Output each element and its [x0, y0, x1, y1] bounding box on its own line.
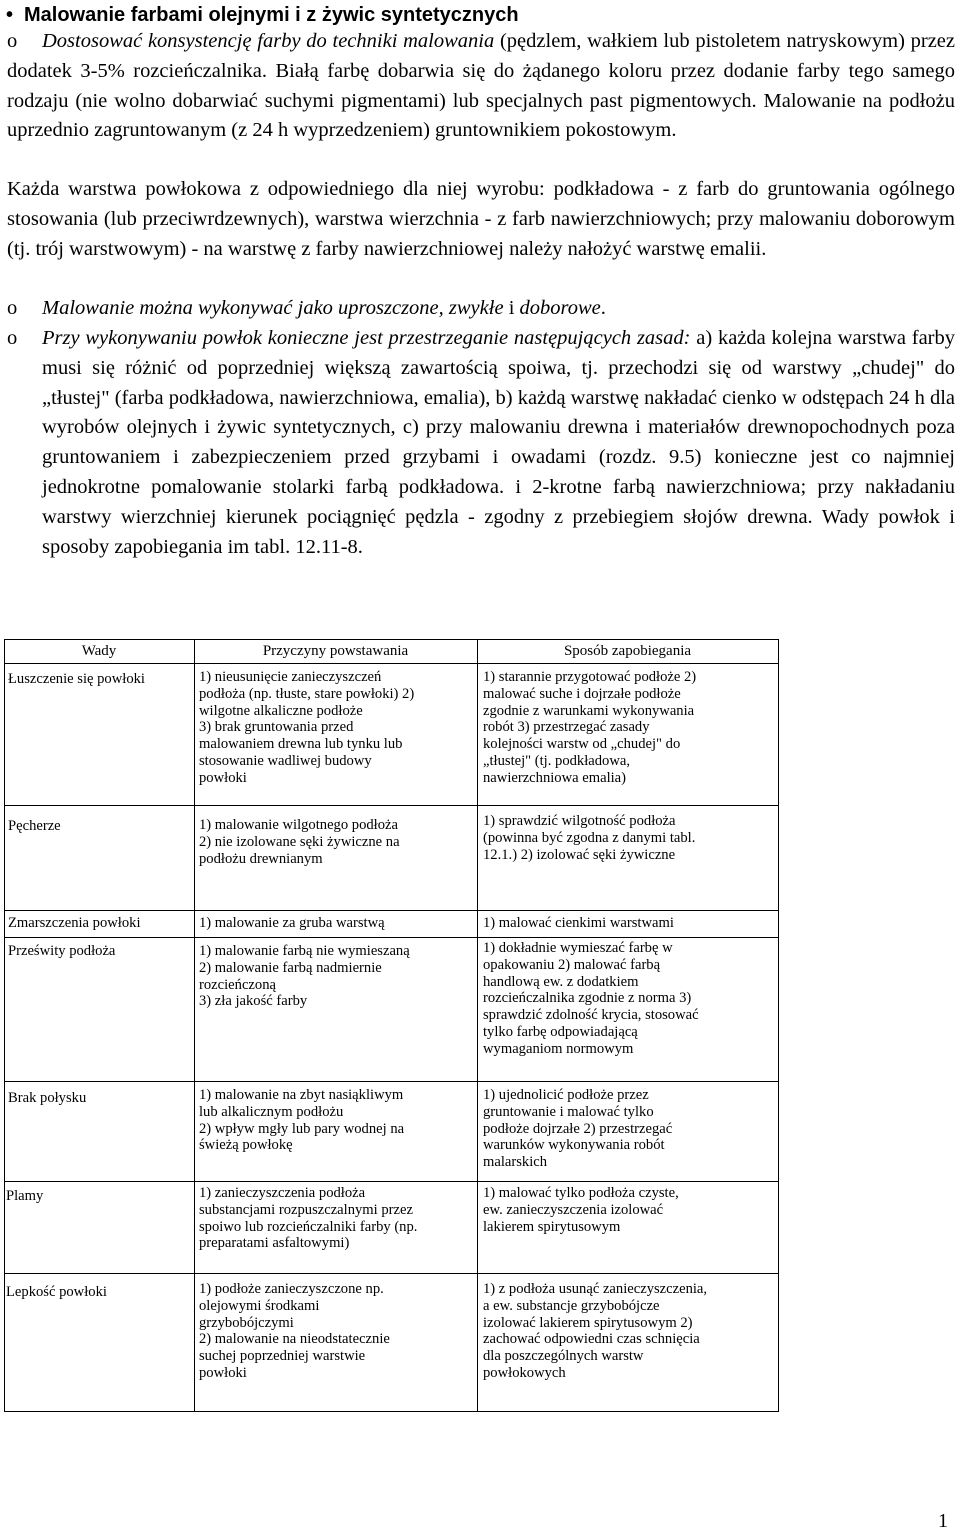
cell-line: dla poszczególnych warstw	[483, 1348, 644, 1365]
cell-line: 1) malowanie farbą nie wymieszaną	[199, 943, 410, 959]
cell-line: tylko farbę odpowiadającą	[483, 1023, 638, 1040]
cell-line: 1) z podłoża usunąć zanieczyszczenia,	[483, 1281, 708, 1297]
cell-line: a ew. substancje grzybobójcze	[483, 1297, 660, 1314]
cell-line: malowaniem drewna lub tynku lub	[199, 736, 403, 753]
cell-line: warunków wykonywania robót	[483, 1137, 665, 1154]
table-cell-przyczyny	[199, 1185, 417, 1252]
cell-line: 1) malowanie na zbyt nasiąkliwym	[199, 1087, 404, 1103]
cell-line: malować suche i dojrzałe podłoże	[483, 685, 681, 702]
cell-line: podłożu drewnianym	[199, 850, 323, 867]
section-heading	[6, 3, 519, 27]
paragraph-3-end: .	[600, 297, 606, 319]
cell-line: olejowymi środkami	[199, 1297, 320, 1314]
cell-line: podłoże dojrzałe 2) przestrzegać	[483, 1120, 673, 1137]
table-header-przyczyny: Przyczyny powstawania	[262, 643, 409, 659]
table-cell-przyczyny: 1) malowanie za gruba warstwą	[199, 915, 385, 931]
cell-line: 2) wpływ mgły lub pary wodnej na	[199, 1120, 405, 1137]
table-rule	[4, 1181, 779, 1182]
cell-line: spoiwo lub rozcieńczalniki farby (np.	[199, 1218, 418, 1235]
list-marker: o	[7, 297, 18, 319]
list-marker: o	[7, 327, 18, 349]
list-marker: o	[7, 30, 18, 52]
table-cell-przyczyny	[199, 817, 400, 867]
cell-line: 1) malować tylko podłoża czyste,	[483, 1185, 679, 1201]
table-rule	[4, 663, 779, 664]
paragraph-3	[42, 294, 955, 324]
cell-line: stosowanie wadliwej budowy	[199, 752, 372, 769]
cell-line: 1) malowanie wilgotnego podłoża	[199, 817, 398, 833]
cell-line: grzybobójczymi	[199, 1314, 294, 1331]
table-cell-sposob	[483, 1281, 707, 1382]
cell-line: zgodnie z warunkami wykonywania	[483, 702, 695, 719]
table-cell-wada: Plamy	[6, 1188, 44, 1204]
cell-line: „tłustej" (tj. podkładowa,	[483, 752, 630, 769]
cell-line: 2) nie izolowane sęki żywiczne na	[199, 833, 400, 850]
cell-line: powłokowych	[483, 1364, 566, 1381]
cell-line: podłoża (np. tłuste, stare powłoki) 2)	[199, 685, 415, 702]
table-header-sposob: Sposób zapobiegania	[563, 643, 692, 659]
cell-line: 1) starannie przygotować podłoże 2)	[483, 669, 697, 685]
table-rule	[4, 1411, 779, 1412]
cell-line: lub alkalicznym podłożu	[199, 1103, 344, 1120]
cell-line: opakowaniu 2) malować farbą	[483, 956, 661, 973]
cell-line: zachować odpowiedni czas schnięcia	[483, 1331, 700, 1348]
cell-line: świeżą powłokę	[199, 1137, 293, 1154]
table-cell-sposob	[483, 940, 699, 1058]
cell-line: 1) nieusunięcie zanieczyszczeń	[199, 669, 382, 685]
cell-line: 1) ujednolicić podłoże przez	[483, 1087, 649, 1103]
paragraph-1-italic: Dostosować konsystencję farby do techniki malowania	[42, 30, 495, 52]
cell-line: rozcieńczoną	[199, 976, 276, 993]
table-cell-przyczyny	[199, 1281, 390, 1382]
page-number: 1	[938, 1510, 948, 1532]
table-rule	[778, 639, 779, 1412]
cell-line: (powinna być zgodna z danymi tabl.	[483, 829, 696, 846]
table-cell-sposob	[483, 813, 695, 863]
cell-line: handlową ew. z dodatkiem	[483, 973, 639, 990]
table-cell-sposob: 1) malować cienkimi warstwami	[483, 915, 674, 931]
cell-line: rozcieńczalnika zgodnie z norma 3)	[483, 990, 692, 1007]
table-rule	[4, 639, 779, 640]
table-cell-sposob	[483, 1087, 672, 1171]
paragraph-4-rest: a) każda kolejna warstwa farby musi się różnić od poprzedniej większą zawartością spoiwa, tj. przechodzi się od warstwy „chudej" do „tłustej" (farba podkładowa, nawierzchniowa, emalia), b) każdą warstwę nakładać cienko w odstępach 24 h dla wyrobów olejnych i żywic syntetycznych, c) przy malowaniu drewna i materiałów drewnopochodnych poza gruntowaniem i zabezpieczeniem przed grzybami i owadami (rozdz. 9.5) konieczne jest co najmniej jednokrotne pomalowanie stolarki farbą podkładowa. i 2-krotne farbą nawierzchniowa; przy nakładaniu warstwy wierzchniej kierunek pociągnięć pędzla - zgodny z przebiegiem słojów drewna. Wady powłok i sposoby zapobiegania im tabl. 12.11-8.	[42, 327, 956, 558]
cell-line: powłoki	[199, 1364, 247, 1381]
cell-line: gruntowanie i malować tylko	[483, 1103, 654, 1120]
cell-line: sprawdzić zdolność krycia, stosować	[483, 1007, 699, 1024]
table-cell-przyczyny	[199, 943, 410, 1010]
table-rule	[4, 1273, 779, 1274]
table-rule	[4, 639, 5, 1412]
table-rule	[4, 1081, 779, 1082]
table-rule	[4, 910, 779, 911]
table-cell-wada: Pęcherze	[8, 818, 61, 834]
cell-line: preparatami asfaltowymi)	[199, 1235, 350, 1252]
cell-line: lakierem spirytusowym	[483, 1218, 621, 1235]
cell-line: wymaganiom normowym	[483, 1040, 634, 1057]
table-cell-wada: Łuszczenie się powłoki	[8, 671, 145, 687]
cell-line: kolejności warstw od „chudej" do	[483, 736, 681, 753]
table-header-wady: Wady	[81, 643, 117, 659]
table-cell-wada: Prześwity podłoża	[8, 943, 116, 959]
cell-line: 3) zła jakość farby	[199, 993, 308, 1010]
cell-line: 2) malowanie farbą nadmiernie	[199, 959, 382, 976]
table-cell-wada: Lepkość powłoki	[6, 1284, 107, 1300]
cell-line: malarskich	[483, 1154, 548, 1171]
table-rule	[4, 805, 779, 806]
cell-line: 1) zanieczyszczenia podłoża	[199, 1185, 366, 1201]
cell-line: nawierzchniowa emalia)	[483, 769, 627, 786]
cell-line: 1) sprawdzić wilgotność podłoża	[483, 813, 676, 829]
paragraph-2: Każda warstwa powłokowa z odpowiedniego dla niej wyrobu: podkładowa - z farb do gruntowania ogólnego stosowania (lub przeciwrdzewnych), warstwa wierzchnia - z farb nawierzchniowych; przy malowaniu doborowym (tj. trój warstwowym) - na warstwę z farby nawierzchniowej należy nałożyć warstwę emalii.	[7, 178, 955, 260]
cell-line: 12.1.) 2) izolować sęki żywiczne	[483, 846, 676, 863]
table-cell-sposob	[483, 1185, 679, 1235]
cell-line: 1) podłoże zanieczyszczone np.	[199, 1281, 384, 1297]
table-rule	[4, 937, 779, 938]
cell-line: izolować lakierem spirytusowym 2)	[483, 1314, 693, 1331]
cell-line: robót 3) przestrzegać zasady	[483, 719, 650, 736]
cell-line: suchej poprzedniej warstwie	[199, 1348, 366, 1365]
table-cell-wada: Brak połysku	[8, 1090, 87, 1106]
paragraph-4-italic: Przy wykonywaniu powłok konieczne jest przestrzeganie następujących zasad:	[42, 327, 691, 349]
table-rule	[477, 639, 478, 1412]
cell-line: 3) brak gruntowania przed	[199, 719, 354, 736]
paragraph-3-italic: Malowanie można wykonywać jako uproszczone, zwykłe	[42, 297, 504, 319]
table-rule	[194, 639, 195, 1412]
cell-line: 2) malowanie na nieodstatecznie	[199, 1331, 390, 1348]
paragraph-3-mid: i	[503, 297, 520, 319]
paragraph-4	[42, 324, 955, 562]
table-cell-wada: Zmarszczenia powłoki	[8, 915, 141, 931]
table-cell-przyczyny	[199, 669, 414, 787]
cell-line: substancjami rozpuszczalnymi przez	[199, 1201, 413, 1218]
cell-line: powłoki	[199, 769, 247, 786]
table-cell-sposob	[483, 669, 696, 787]
bullet-icon: •	[6, 4, 14, 26]
cell-line: ew. zanieczyszczenia izolować	[483, 1201, 664, 1218]
paragraph-1	[7, 27, 955, 146]
cell-line: wilgotne alkaliczne podłoże	[199, 702, 363, 719]
paragraph-1-rest: (pędzlem, wałkiem lub pistoletem natryskowym) przez dodatek 3-5% rozcieńczalnika. Białą farbę dobarwia się do żądanego koloru przez dodanie farby tego samego rodzaju (nie wolno dobarwiać suchymi pigmentami) lub specjalnych past pigmentowych. Malowanie na podłożu uprzednio zagruntowanym (z 24 h wyprzedzeniem) gruntownikiem pokostowym.	[7, 30, 955, 142]
cell-line: 1) dokładnie wymieszać farbę w	[483, 940, 673, 956]
paragraph-3-italic-2: doborowe	[519, 297, 601, 319]
heading-text: Malowanie farbami olejnymi i z żywic syntetycznych	[24, 4, 519, 26]
table-cell-przyczyny	[199, 1087, 404, 1154]
